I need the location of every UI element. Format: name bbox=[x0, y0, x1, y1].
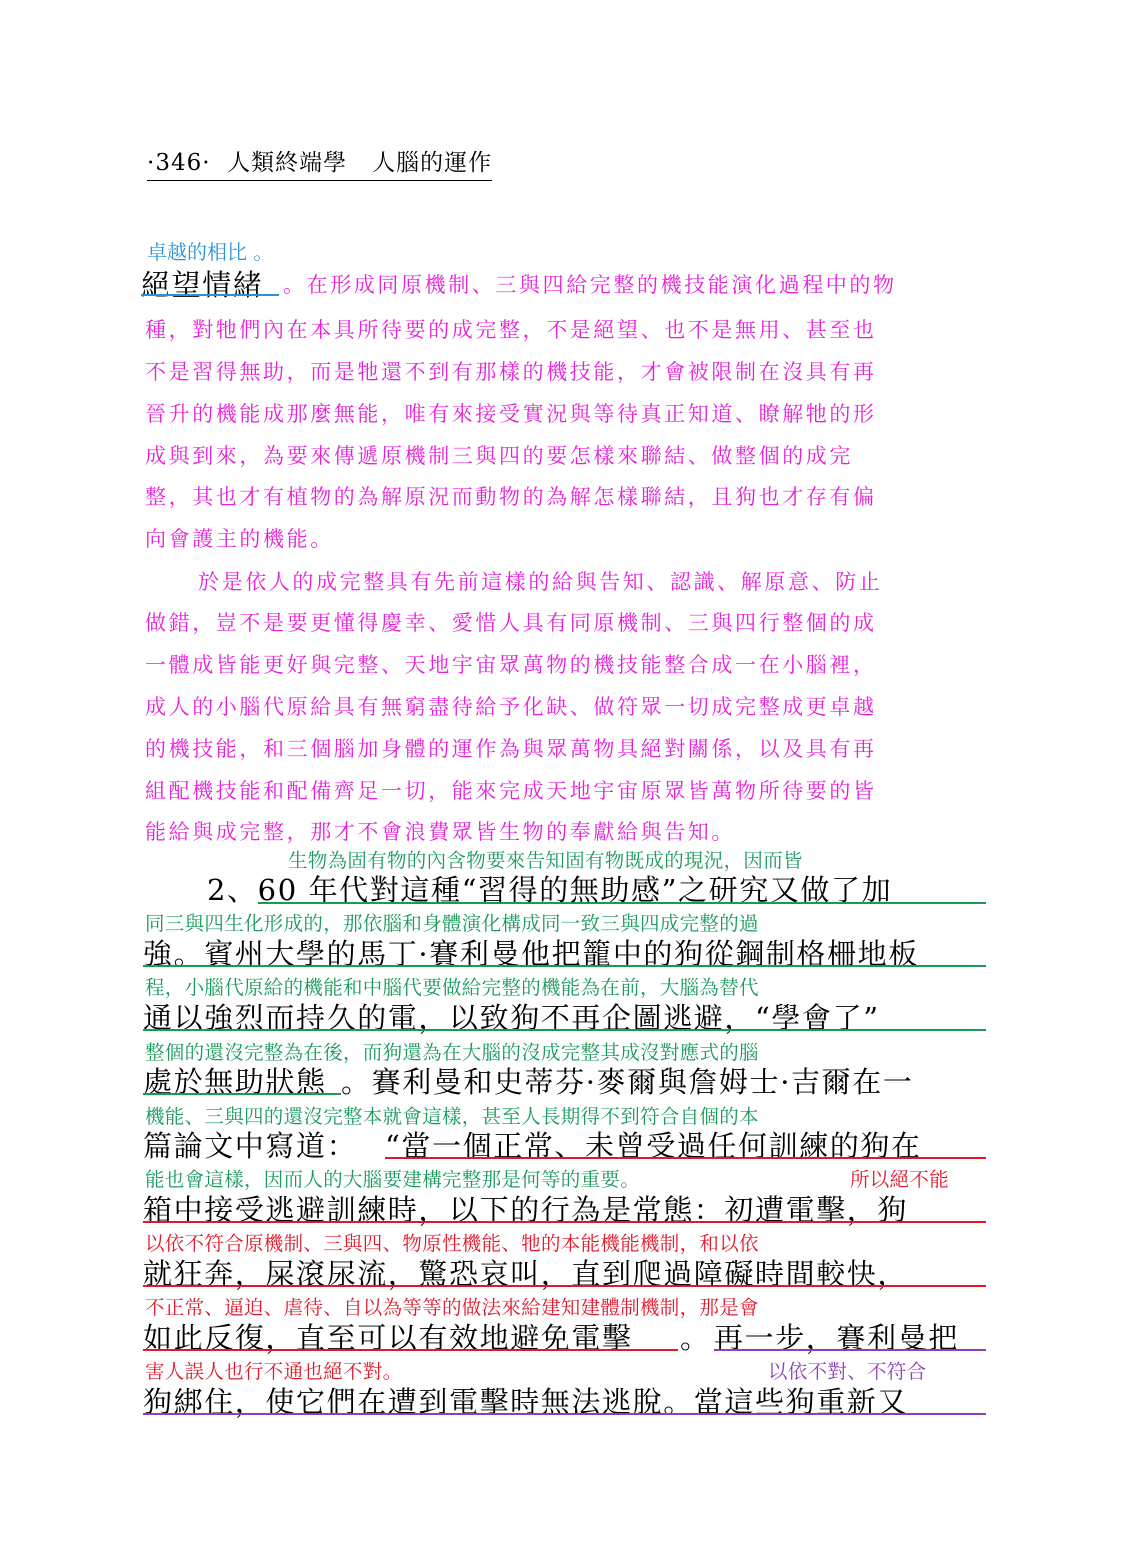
annotation-underline bbox=[143, 1413, 986, 1415]
commentary-line: 的機技能，和三個腦加身體的運作為與眾萬物具絕對關係，以及具有再 bbox=[145, 737, 877, 761]
annotation-line: 生物為固有物的內含物要來告知固有物既成的現況，因而皆 bbox=[288, 849, 803, 872]
original-text-line: 狗綁住，使它們在遭到電擊時無法逃脫。當這些狗重新又 bbox=[143, 1385, 909, 1419]
book-title: 人類終端學 bbox=[227, 150, 348, 176]
original-text-phrase: 處於無助狀態 bbox=[143, 1065, 327, 1099]
annotation-underline bbox=[143, 965, 986, 967]
annotation-underline bbox=[143, 1349, 678, 1351]
original-text-phrase: 篇論文中寫道： bbox=[143, 1129, 358, 1163]
annotation-underline bbox=[258, 902, 986, 904]
original-text-phrase: 絕望情緒 bbox=[141, 268, 264, 302]
commentary-line: 整，其也才有植物的為解原況而動物的為解怎樣聯結，且狗也才存有偏 bbox=[145, 485, 877, 509]
annotation-line: 程，小腦代原給的機能和中腦代要做給完整的機能為在前，大腦為替代 bbox=[145, 976, 759, 999]
annotation-line: 卓越的相比 。 bbox=[147, 240, 274, 264]
annotation-line: 不正常、逼迫、虐待、自以為等等的做法來給建知建體制機制，那是會 bbox=[145, 1296, 759, 1319]
chapter-title: 人腦的運作 bbox=[372, 150, 493, 176]
annotation-line: 整個的還沒完整為在後，而狗還為在大腦的沒成完整其成沒對應式的腦 bbox=[145, 1041, 759, 1064]
commentary-line: 成與到來，為要來傳遞原機制三與四的要怎樣來聯結、做整個的成完 bbox=[145, 444, 853, 468]
original-text-phrase: “當一個正常、未曾受過任何訓練的狗在 bbox=[385, 1129, 922, 1163]
commentary-line: 一體成皆能更好與完整、天地宇宙眾萬物的機技能整合成一在小腦裡， bbox=[145, 653, 877, 677]
commentary-line: 向會護主的機能。 bbox=[145, 527, 334, 551]
page-number-prefix: · bbox=[147, 150, 156, 176]
original-text-phrase: 如此反復，直至可以有效地避免電擊 bbox=[143, 1321, 633, 1355]
commentary-line: 組配機技能和配備齊足一切，能來完成天地宇宙原眾皆萬物所待要的皆 bbox=[145, 779, 877, 803]
annotation-line: 害人誤人也行不通也絕不對。 bbox=[145, 1360, 403, 1383]
original-text-line: 就狂奔，屎滾尿流，驚恐哀叫，直到爬過障礙時間較快， bbox=[143, 1257, 909, 1291]
annotation-underline bbox=[385, 1157, 986, 1159]
page-number: 346 bbox=[155, 150, 203, 176]
original-text-line: 2、60 年代對這種“習得的無助感”之研究又做了加 bbox=[207, 873, 893, 907]
running-header: ·346· 人類終端學 人腦的運作 bbox=[147, 148, 492, 181]
annotation-line: 以依不對、不符合 bbox=[768, 1360, 927, 1383]
annotation-underline bbox=[143, 1221, 986, 1223]
commentary-line: 能給與成完整，那才不會浪費眾皆生物的奉獻給與告知。 bbox=[145, 820, 735, 844]
commentary-line: 於是依人的成完整具有先前這樣的給與告知、認識、解原意、防止 bbox=[198, 570, 883, 594]
annotation-line: 以依不符合原機制、三與四、物原性機能、牠的本能機能機制，和以依 bbox=[145, 1232, 759, 1255]
annotation-underline bbox=[143, 1093, 341, 1095]
original-text-line: 箱中接受逃避訓練時，以下的行為是常態：初遭電擊，狗 bbox=[143, 1193, 909, 1227]
commentary-line: 做錯，豈不是要更懂得慶幸、愛惜人具有同原機制、三與四行整個的成 bbox=[145, 611, 877, 635]
annotation-underline bbox=[714, 1349, 986, 1351]
commentary-line: 成人的小腦代原給具有無窮盡待給予化缺、做符眾一切成完整成更卓越 bbox=[145, 695, 877, 719]
commentary-line: 不是習得無助，而是牠還不到有那樣的機技能，才會被限制在沒具有再 bbox=[145, 360, 877, 384]
annotation-underline bbox=[143, 1029, 986, 1031]
annotation-line: 機能、三與四的還沒完整本就會這樣，甚至人長期得不到符合自個的本 bbox=[145, 1105, 759, 1128]
original-text-line: 。賽利曼和史蒂芬·麥爾與詹姆士·吉爾在一 bbox=[341, 1065, 914, 1099]
commentary-line: 。在形成同原機制、三與四給完整的機技能演化過程中的物 bbox=[283, 273, 897, 297]
original-text-punctuation: 。 bbox=[680, 1321, 711, 1355]
commentary-line: 種，對牠們內在本具所待要的成完整，不是絕望、也不是無用、甚至也 bbox=[145, 318, 877, 342]
annotation-line: 同三與四生化形成的，那依腦和身體演化構成同一致三與四成完整的過 bbox=[145, 912, 759, 935]
original-text-line: 通以強烈而持久的電，以致狗不再企圖逃避，“學會了” bbox=[143, 1001, 880, 1035]
original-text-phrase: 再一步，賽利曼把 bbox=[714, 1321, 959, 1355]
original-text-line: 強。賓州大學的馬丁·賽利曼他把籠中的狗從鋼制格柵地板 bbox=[143, 937, 919, 971]
annotation-underline bbox=[141, 294, 279, 296]
annotation-underline bbox=[143, 1285, 986, 1287]
commentary-line: 晉升的機能成那麼無能，唯有來接受實況與等待真正知道、瞭解牠的形 bbox=[145, 402, 877, 426]
annotation-line: 能也會這樣，因而人的大腦要建構完整那是何等的重要。 bbox=[145, 1168, 641, 1191]
annotation-line: 所以絕不能 bbox=[850, 1168, 950, 1191]
